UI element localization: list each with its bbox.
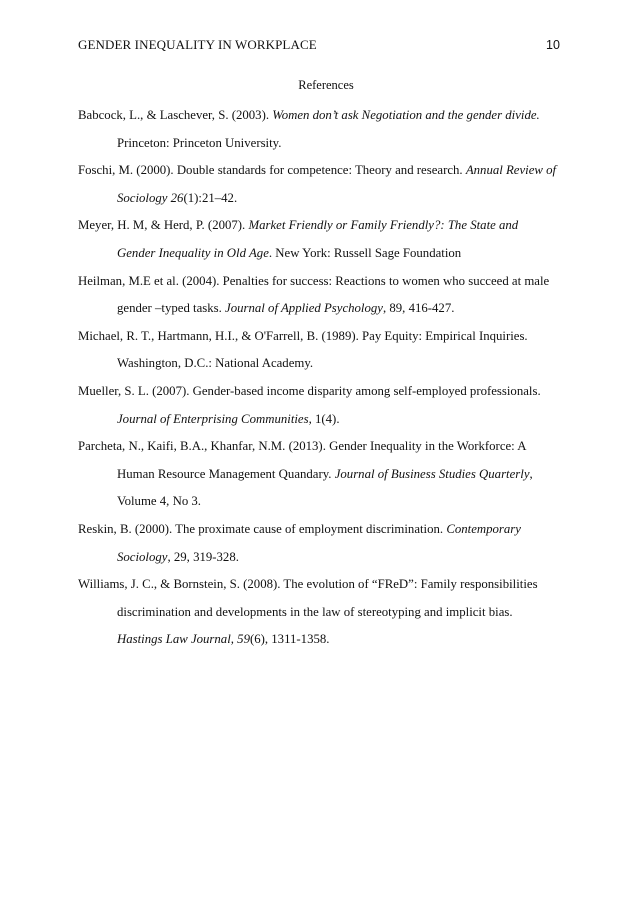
reference-continuation <box>117 631 329 647</box>
reference-entry <box>78 162 556 178</box>
text: Reskin, B. (2000). The proximate cause of employment discrimination. <box>78 522 447 536</box>
italic-text: Annual Review of <box>465 163 557 178</box>
italic-text: Journal of Business Studies Quarterly <box>334 466 530 481</box>
reference-continuation <box>117 604 513 620</box>
text: Foschi, M. (2000). Double standards for competence: Theory and research. <box>78 163 466 178</box>
text: gender –typed tasks. <box>117 301 226 316</box>
reference-continuation <box>117 466 533 482</box>
italic-text: Journal of Applied Psychology <box>225 301 383 316</box>
reference-continuation <box>117 190 237 206</box>
reference-continuation <box>117 411 340 427</box>
reference-entry <box>78 328 528 344</box>
text: (6), 1311-1358. <box>249 632 330 647</box>
text: Meyer, H. M, & Herd, P. (2007). <box>78 218 249 233</box>
reference-continuation <box>117 300 454 316</box>
reference-continuation <box>117 355 313 371</box>
reference-entry <box>78 217 518 233</box>
italic-text: Contemporary <box>446 522 521 536</box>
text: Williams, J. C., & Bornstein, S. (2008). The evolution of “FReD”: Family responsibilities <box>78 577 538 592</box>
italic-text: Hastings Law Journal, 59 <box>117 632 250 647</box>
italic-text: Gender Inequality in Old Age <box>117 246 269 260</box>
text: discrimination and developments in the law of stereotyping and implicit bias. <box>117 604 513 619</box>
text: (1):21–42. <box>183 190 238 205</box>
reference-entry <box>78 521 521 537</box>
reference-entry <box>78 383 541 399</box>
text: Mueller, S. L. (2007). Gender-based income disparity among self-employed professionals. <box>78 384 541 398</box>
reference-entry <box>78 107 540 123</box>
references-heading: References <box>298 78 354 92</box>
italic-text: Journal of Enterprising Communities, <box>117 411 312 426</box>
text: , 29, 319-328. <box>167 549 239 564</box>
reference-continuation <box>117 135 281 151</box>
text: Heilman, M.E et al. (2004). Penalties for success: Reactions to women who succeed at male <box>78 273 550 288</box>
text: Parcheta, N., Kaifi, B.A., Khanfar, N.M. (2013). Gender Inequality in the Workforce: A <box>78 439 527 454</box>
reference-entry <box>78 273 549 289</box>
page-number: 10 <box>546 38 560 52</box>
reference-entry <box>78 438 526 454</box>
italic-text: Market Friendly or Family Friendly?: The State and <box>248 218 519 233</box>
reference-continuation <box>117 549 239 565</box>
text: , <box>529 466 533 481</box>
text: Michael, R. T., Hartmann, H.I., & O'Farrell, B. (1989). Pay Equity: Empirical Inquiries. <box>78 328 528 343</box>
text: Babcock, L., & Laschever, S. (2003). <box>78 108 273 122</box>
reference-continuation <box>117 245 461 261</box>
running-head: GENDER INEQUALITY IN WORKPLACE <box>78 37 317 52</box>
text: Princeton: Princeton University. <box>117 135 282 150</box>
text: . New York: Russell Sage Foundation <box>268 246 462 260</box>
italic-text: Women don’t ask Negotiation and the gender divide. <box>272 108 540 122</box>
text: Volume 4, No 3. <box>117 494 202 509</box>
reference-entry <box>78 576 538 592</box>
italic-text: Sociology <box>117 549 168 564</box>
text: Human Resource Management Quandary. <box>117 466 335 481</box>
text: Washington, D.C.: National Academy. <box>117 356 314 371</box>
text: , 89, 416-427. <box>382 301 455 316</box>
italic-text: Sociology 26 <box>117 190 184 205</box>
text: 1(4). <box>311 411 340 426</box>
reference-continuation <box>117 493 201 509</box>
